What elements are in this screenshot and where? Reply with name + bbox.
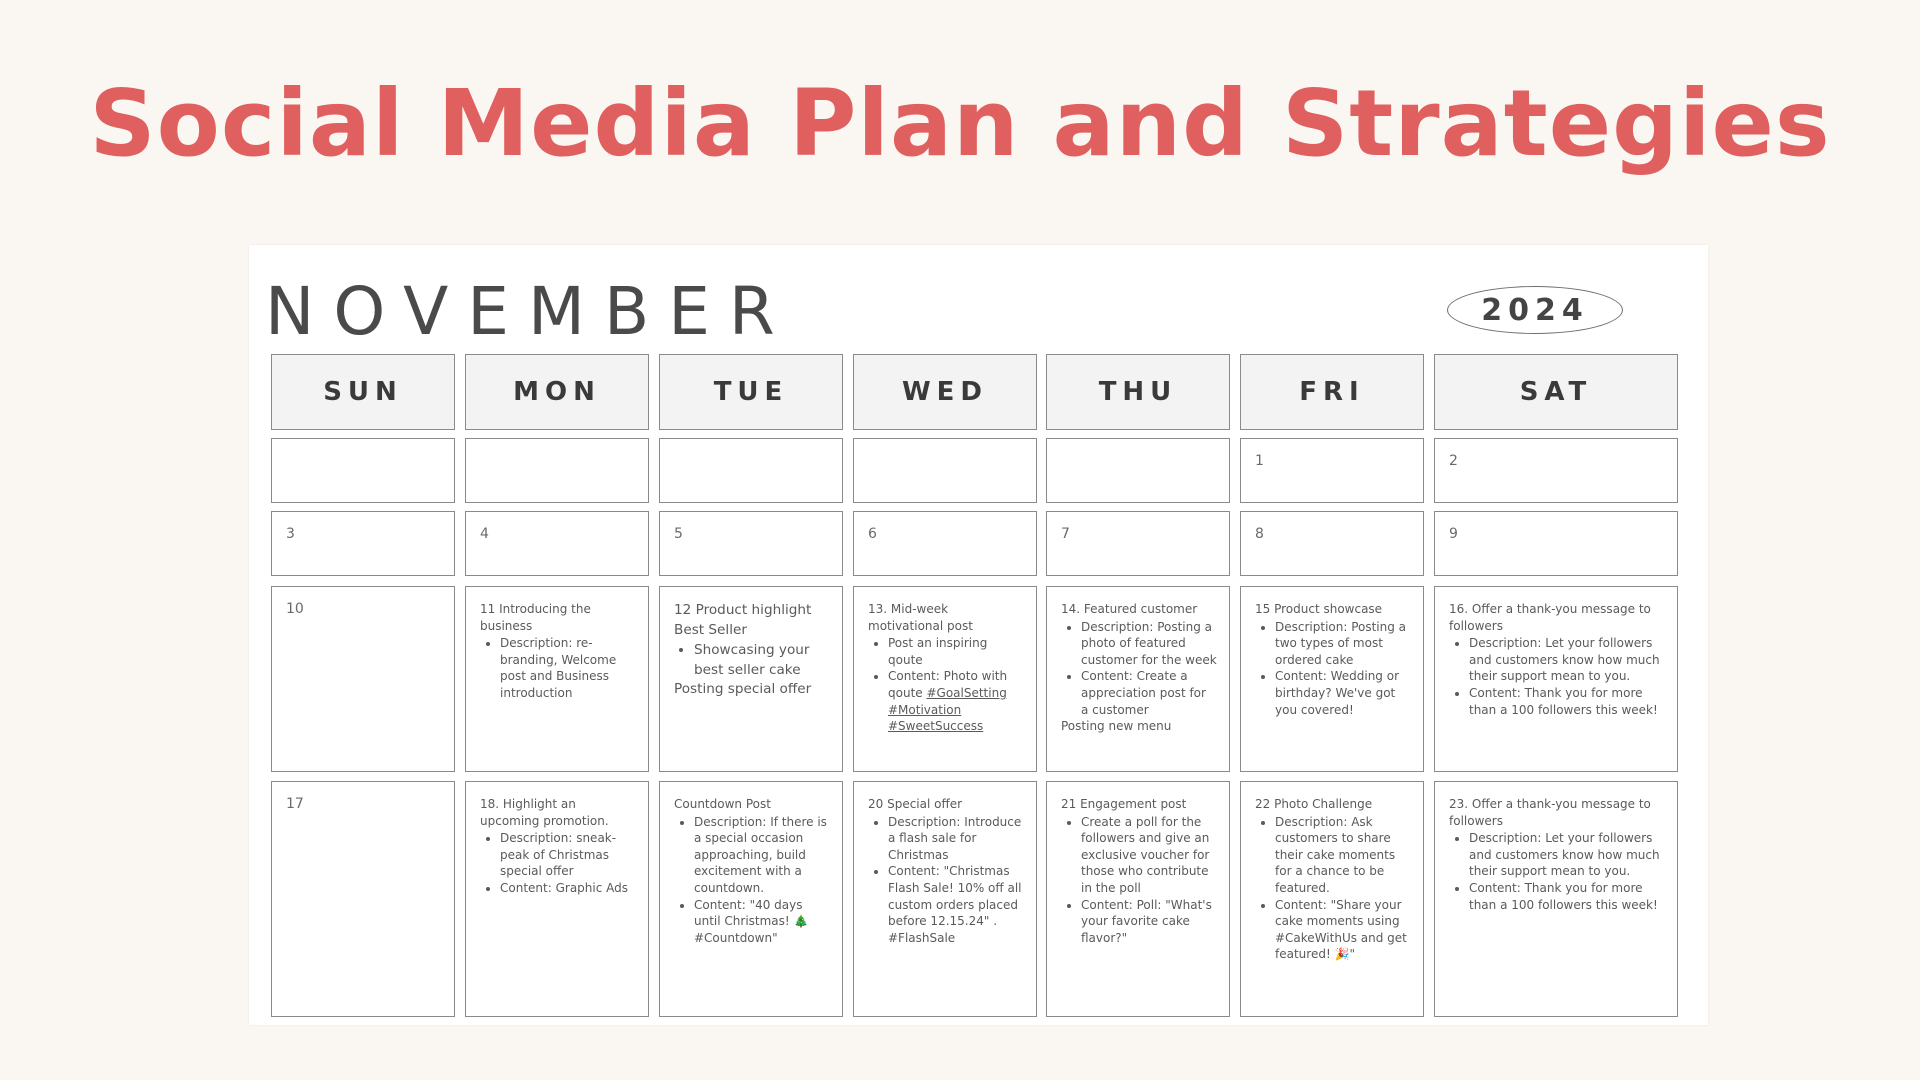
day-header-tue: TUE (659, 354, 843, 430)
date-number: 3 (286, 526, 295, 542)
event-title: 20 Special offer (868, 797, 963, 811)
event-title: 12 Product highlight Best Seller (674, 602, 812, 638)
page-title: Social Media Plan and Strategies (89, 70, 1831, 177)
event-detail: • Content: Graphic Ads (500, 880, 636, 897)
event-details (868, 814, 1024, 947)
calendar-cell[interactable] (853, 781, 1037, 1017)
date-number: 7 (1061, 526, 1070, 542)
event-detail: • Description: Ask customers to share their cake moments for a chance to be featured. (1275, 814, 1411, 897)
day-header-mon: MON (465, 354, 649, 430)
hashtag-link[interactable]: #GoalSetting (926, 685, 1007, 700)
event-detail: • Content: Thank you for more than a 100 followers this week! (1469, 880, 1665, 913)
calendar-sheet (249, 245, 1708, 1025)
event-note: Posting new menu (1061, 719, 1172, 734)
event-detail: • Description: Introduce a flash sale for Christmas (888, 814, 1024, 864)
calendar-cell[interactable] (853, 586, 1037, 772)
event-detail: • Description: Let your followers and customers know how much their support mean to you. (1469, 830, 1665, 880)
calendar-cell[interactable] (1240, 781, 1424, 1017)
calendar-cell[interactable] (465, 586, 649, 772)
event-detail: • Description: re-branding, Welcome post and Business introduction (500, 635, 636, 701)
date-number: 5 (674, 526, 683, 542)
event-detail: • Content: Poll: "What's your favorite cake flavor?" (1081, 897, 1217, 947)
event-details (1449, 830, 1665, 913)
event-title: 23. Offer a thank-you message to followers (1449, 797, 1651, 828)
event-detail: • Content: "Share your cake moments using #CakeWithUs and get featured! 🎉" (1275, 897, 1411, 963)
calendar-cell[interactable] (271, 438, 455, 503)
date-number: 1 (1255, 453, 1264, 469)
event-details (674, 814, 830, 947)
calendar-cell[interactable] (465, 511, 649, 576)
hashtag-link[interactable]: #SweetSuccess (888, 719, 984, 734)
calendar-cell[interactable] (1046, 438, 1230, 503)
calendar-cell[interactable] (271, 511, 455, 576)
calendar-cell[interactable] (1434, 781, 1678, 1017)
hashtag-link[interactable]: #Motivation (888, 702, 962, 717)
calendar-cell[interactable] (659, 781, 843, 1017)
event-title: 14. Featured customer (1061, 602, 1198, 616)
calendar-cell[interactable] (659, 511, 843, 576)
event-detail: • Content: Thank you for more than a 100 followers this week! (1469, 685, 1665, 718)
calendar-cell[interactable] (853, 438, 1037, 503)
event-detail: • Showcasing your best seller cake (694, 641, 830, 680)
calendar-cell[interactable] (853, 511, 1037, 576)
day-header-wed: WED (853, 354, 1037, 430)
event-detail: • Description: sneak-peak of Christmas special offer (500, 830, 636, 880)
event-detail: • Description: Posting a two types of most ordered cake (1275, 619, 1411, 669)
calendar-cell[interactable] (1240, 511, 1424, 576)
event-detail (888, 668, 1024, 734)
calendar-cell[interactable] (271, 586, 455, 772)
event-details (1061, 814, 1217, 947)
event-title: 22 Photo Challenge (1255, 797, 1373, 811)
event-details (1449, 635, 1665, 718)
event-title: 13. Mid-week motivational post (868, 602, 973, 633)
calendar-cell[interactable] (1434, 511, 1678, 576)
event-details (480, 830, 636, 896)
event-detail: • Description: Let your followers and customers know how much their support mean to you. (1469, 635, 1665, 685)
calendar-cell[interactable] (1240, 586, 1424, 772)
event-details (1061, 619, 1217, 719)
event-detail: • Content: "40 days until Christmas! 🎄 #Countdown" (694, 897, 830, 947)
calendar-cell[interactable] (465, 438, 649, 503)
calendar-cell[interactable] (1434, 438, 1678, 503)
calendar-cell[interactable] (1240, 438, 1424, 503)
day-header-sat: SAT (1434, 354, 1678, 430)
event-detail: • Create a poll for the followers and give an exclusive voucher for those who contribute in the poll (1081, 814, 1217, 897)
date-number: 17 (286, 796, 304, 812)
event-detail: • Description: Posting a photo of featured customer for the week (1081, 619, 1217, 669)
day-header-fri: FRI (1240, 354, 1424, 430)
calendar-cell[interactable] (1046, 511, 1230, 576)
event-detail: • Content: Create a appreciation post for a customer (1081, 668, 1217, 718)
date-number: 4 (480, 526, 489, 542)
event-title: Countdown Post (674, 797, 771, 811)
date-number: 6 (868, 526, 877, 542)
event-detail: • Post an inspiring qoute (888, 635, 1024, 668)
calendar-cell[interactable] (465, 781, 649, 1017)
date-number: 2 (1449, 453, 1458, 469)
month-title: NOVEMBER (265, 273, 794, 350)
calendar-cell[interactable] (1046, 586, 1230, 772)
calendar-cell[interactable] (271, 781, 455, 1017)
event-title: 21 Engagement post (1061, 797, 1187, 811)
date-number: 9 (1449, 526, 1458, 542)
event-detail: • Content: "Christmas Flash Sale! 10% off all custom orders placed before 12.15.24" . #FlashSale (888, 863, 1024, 946)
event-note: Posting special offer (674, 681, 812, 698)
event-title: 18. Highlight an upcoming promotion. (480, 797, 609, 828)
event-detail: • Content: Wedding or birthday? We've got you covered! (1275, 668, 1411, 718)
event-detail: • Description: If there is a special occasion approaching, build excitement with a countdown. (694, 814, 830, 897)
event-detail-text: Content: Photo with qoute (888, 669, 1008, 700)
calendar-cell[interactable] (659, 586, 843, 772)
day-header-sun: SUN (271, 354, 455, 430)
event-title: 15 Product showcase (1255, 602, 1383, 616)
calendar-cell[interactable] (1434, 586, 1678, 772)
event-details (868, 635, 1024, 735)
day-header-thu: THU (1046, 354, 1230, 430)
calendar-cell[interactable] (1046, 781, 1230, 1017)
year-badge: 2024 (1447, 286, 1623, 334)
event-title: 16. Offer a thank-you message to followers (1449, 602, 1651, 633)
event-details (480, 635, 636, 701)
date-number: 8 (1255, 526, 1264, 542)
event-details (674, 641, 830, 680)
event-details (1255, 814, 1411, 963)
calendar-cell[interactable] (659, 438, 843, 503)
date-number: 10 (286, 601, 304, 617)
event-title: 11 Introducing the business (480, 602, 591, 633)
event-details (1255, 619, 1411, 719)
